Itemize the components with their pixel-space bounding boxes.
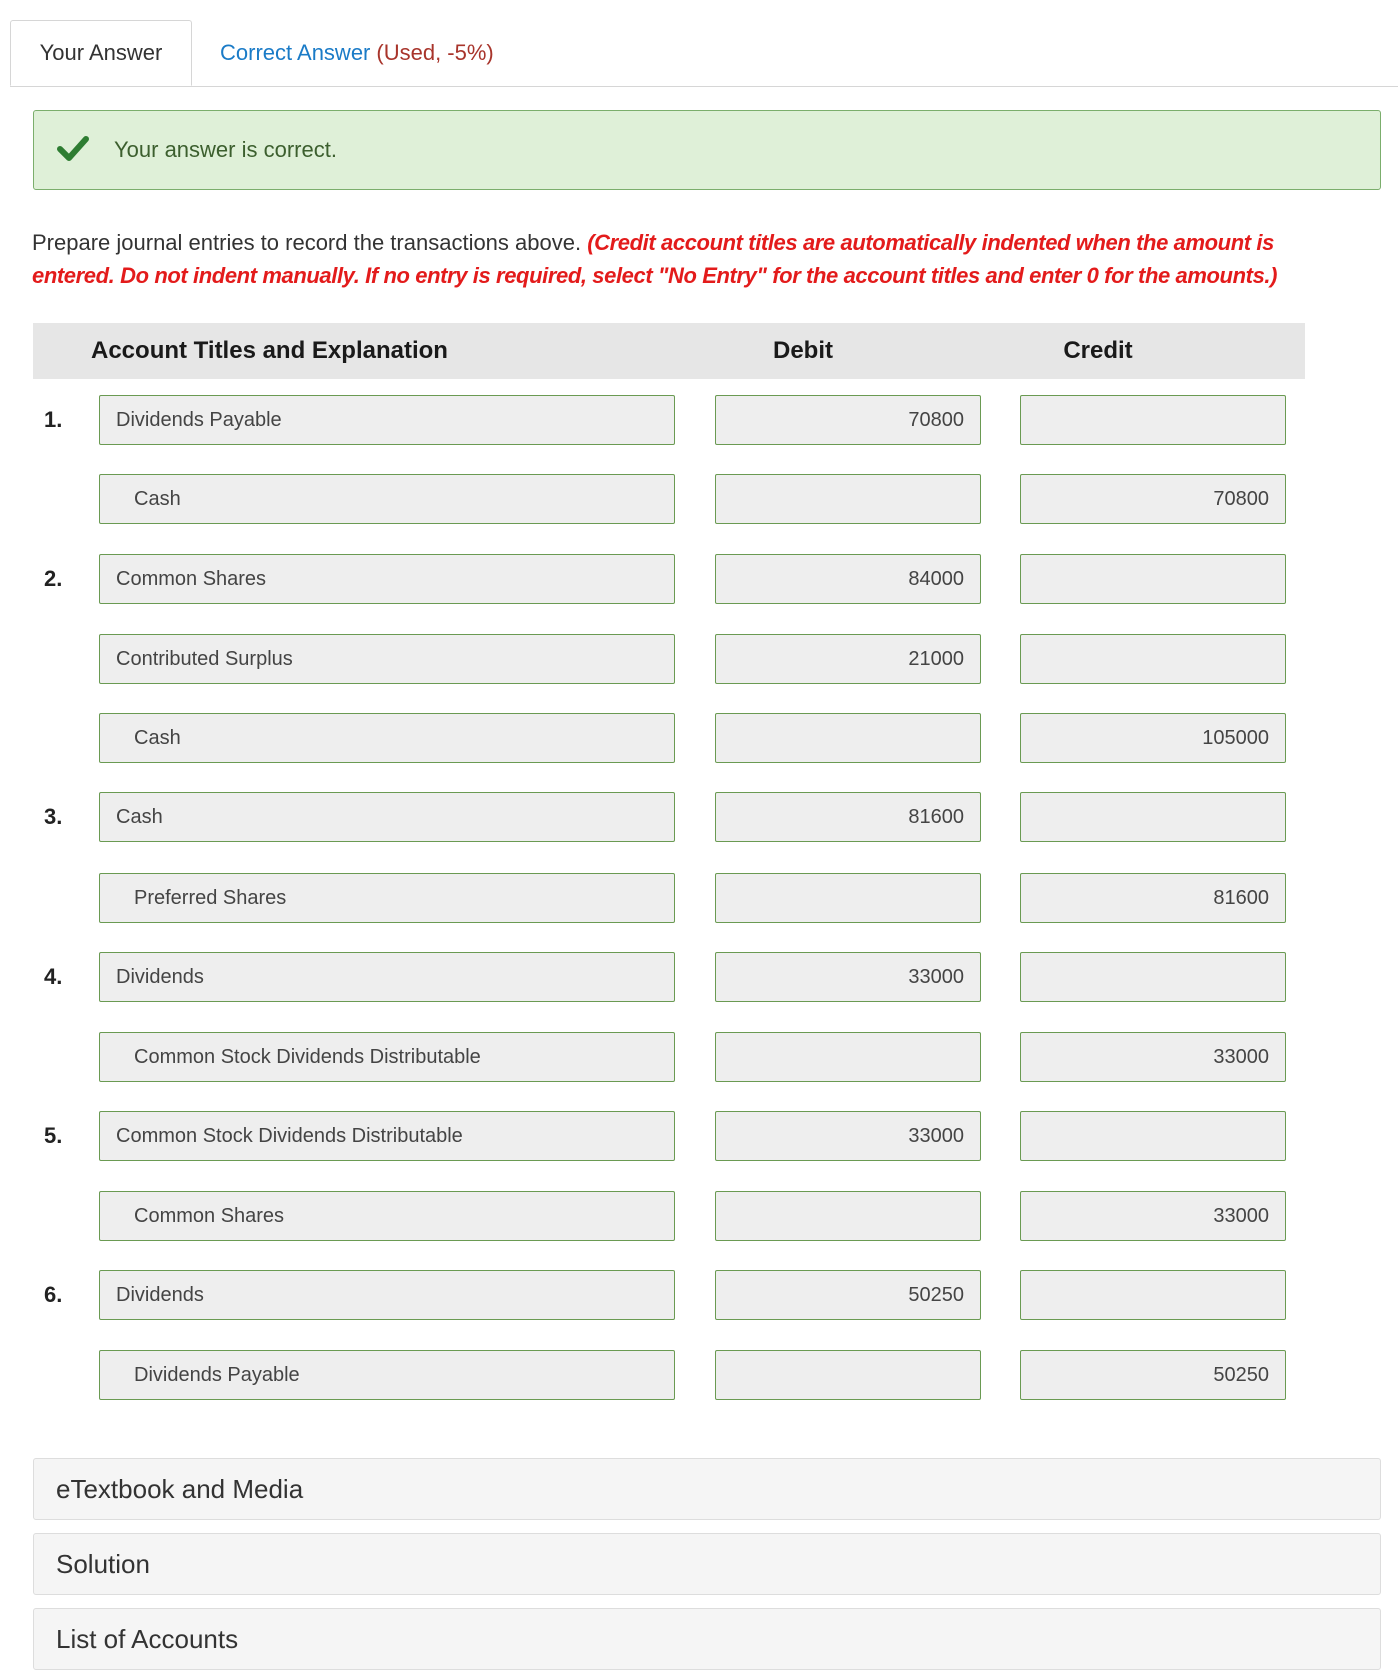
solution-section[interactable]: Solution: [33, 1533, 1381, 1595]
header-credit: Credit: [1063, 337, 1133, 364]
account-title-field[interactable]: Contributed Surplus: [99, 634, 675, 684]
journal-row: [0, 395, 1398, 445]
instructions-emphasis: (Credit account titles are automatically indented when the amount is entered. Do not indent manually. If no entry is required, select "No Entry" for the account titles and enter 0 for the amounts.): [32, 230, 1278, 288]
credit-amount-field[interactable]: [1020, 395, 1286, 445]
debit-amount-field[interactable]: [715, 713, 981, 763]
journal-row: [0, 474, 1398, 524]
journal-row: [0, 952, 1398, 1002]
debit-amount-field[interactable]: 70800: [715, 395, 981, 445]
list-of-accounts-section[interactable]: List of Accounts: [33, 1608, 1381, 1670]
tab-correct-answer[interactable]: [220, 20, 494, 86]
credit-amount-field[interactable]: [1020, 554, 1286, 604]
answer-tabs: [10, 20, 1398, 87]
account-title-field[interactable]: Common Stock Dividends Distributable: [99, 1111, 675, 1161]
account-title-field[interactable]: Dividends: [99, 952, 675, 1002]
account-title-field[interactable]: Cash: [99, 713, 675, 763]
journal-row: [0, 634, 1398, 684]
account-title-field[interactable]: Common Stock Dividends Distributable: [99, 1032, 675, 1082]
credit-amount-field[interactable]: 33000: [1020, 1191, 1286, 1241]
credit-amount-field[interactable]: [1020, 792, 1286, 842]
alert-message: Your answer is correct.: [114, 137, 337, 162]
journal-row: [0, 554, 1398, 604]
entry-number: 5.: [44, 1123, 63, 1148]
entry-number: 1.: [44, 407, 63, 432]
credit-amount-field[interactable]: 70800: [1020, 474, 1286, 524]
debit-amount-field[interactable]: [715, 1191, 981, 1241]
account-title-field[interactable]: Common Shares: [99, 554, 675, 604]
debit-amount-field[interactable]: [715, 474, 981, 524]
credit-amount-field[interactable]: [1020, 1111, 1286, 1161]
credit-amount-field[interactable]: 33000: [1020, 1032, 1286, 1082]
credit-amount-field[interactable]: 81600: [1020, 873, 1286, 923]
journal-row: [0, 713, 1398, 763]
credit-amount-field[interactable]: [1020, 952, 1286, 1002]
account-title-field[interactable]: Common Shares: [99, 1191, 675, 1241]
correct-answer-alert: [33, 110, 1381, 190]
credit-amount-field[interactable]: [1020, 634, 1286, 684]
checkmark-icon: [56, 131, 90, 165]
account-title-field[interactable]: Preferred Shares: [99, 873, 675, 923]
debit-amount-field[interactable]: 50250: [715, 1270, 981, 1320]
journal-row: [0, 1191, 1398, 1241]
correct-answer-label[interactable]: Correct Answer: [220, 40, 371, 65]
entry-number: 2.: [44, 566, 63, 591]
account-title-field[interactable]: Dividends Payable: [99, 1350, 675, 1400]
debit-amount-field[interactable]: 21000: [715, 634, 981, 684]
debit-amount-field[interactable]: 33000: [715, 952, 981, 1002]
journal-row: [0, 1032, 1398, 1082]
journal-row: [0, 792, 1398, 842]
account-title-field[interactable]: Cash: [99, 792, 675, 842]
entry-number: 3.: [44, 804, 63, 829]
credit-amount-field[interactable]: 50250: [1020, 1350, 1286, 1400]
debit-amount-field[interactable]: 33000: [715, 1111, 981, 1161]
entry-number: 6.: [44, 1282, 63, 1307]
header-debit: Debit: [773, 337, 833, 364]
credit-amount-field[interactable]: 105000: [1020, 713, 1286, 763]
journal-row: [0, 1111, 1398, 1161]
account-title-field[interactable]: Dividends: [99, 1270, 675, 1320]
journal-row: [0, 873, 1398, 923]
instructions-text: Prepare journal entries to record the transactions above.: [32, 230, 582, 255]
journal-row: [0, 1270, 1398, 1320]
debit-amount-field[interactable]: [715, 873, 981, 923]
debit-amount-field[interactable]: 84000: [715, 554, 981, 604]
credit-amount-field[interactable]: [1020, 1270, 1286, 1320]
account-title-field[interactable]: Dividends Payable: [99, 395, 675, 445]
header-account: Account Titles and Explanation: [91, 337, 448, 364]
journal-table-header: [33, 323, 1305, 379]
entry-number: 4.: [44, 964, 63, 989]
account-title-field[interactable]: Cash: [99, 474, 675, 524]
tab-your-answer[interactable]: Your Answer: [10, 20, 192, 86]
correct-answer-penalty: (Used, -5%): [376, 40, 494, 65]
debit-amount-field[interactable]: [715, 1032, 981, 1082]
question-instructions: [32, 226, 1332, 292]
debit-amount-field[interactable]: [715, 1350, 981, 1400]
journal-row: [0, 1350, 1398, 1400]
etextbook-media-section[interactable]: eTextbook and Media: [33, 1458, 1381, 1520]
debit-amount-field[interactable]: 81600: [715, 792, 981, 842]
